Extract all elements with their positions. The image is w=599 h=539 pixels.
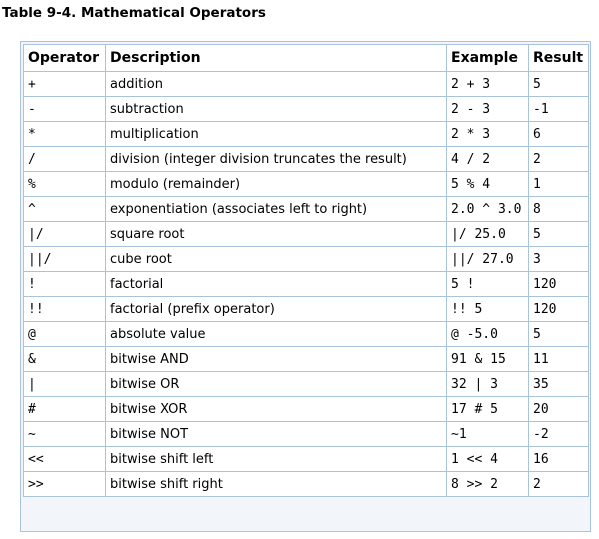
table-header-row <box>24 45 589 72</box>
table-row <box>24 247 589 272</box>
cell-operator: % <box>24 172 106 197</box>
cell-result: 11 <box>529 347 589 372</box>
cell-result: -1 <box>529 97 589 122</box>
cell-operator: @ <box>24 322 106 347</box>
table-row <box>24 397 589 422</box>
cell-description: cube root <box>106 247 447 272</box>
cell-result: 20 <box>529 397 589 422</box>
cell-operator: ^ <box>24 197 106 222</box>
cell-description: bitwise OR <box>106 372 447 397</box>
cell-description: division (integer division truncates the result) <box>106 147 447 172</box>
cell-result: 5 <box>529 222 589 247</box>
cell-description: square root <box>106 222 447 247</box>
cell-result: 5 <box>529 322 589 347</box>
cell-description: factorial (prefix operator) <box>106 297 447 322</box>
cell-example: 2 - 3 <box>447 97 529 122</box>
cell-operator: !! <box>24 297 106 322</box>
table-row <box>24 372 589 397</box>
table-row <box>24 347 589 372</box>
cell-result: -2 <box>529 422 589 447</box>
table-row <box>24 472 589 497</box>
header-result: Result <box>529 45 589 72</box>
cell-result: 6 <box>529 122 589 147</box>
cell-description: modulo (remainder) <box>106 172 447 197</box>
cell-example: 5 % 4 <box>447 172 529 197</box>
cell-operator: + <box>24 72 106 97</box>
cell-description: addition <box>106 72 447 97</box>
cell-example: |/ 25.0 <box>447 222 529 247</box>
cell-operator: & <box>24 347 106 372</box>
table-row <box>24 297 589 322</box>
table-row <box>24 122 589 147</box>
table-row <box>24 97 589 122</box>
cell-description: bitwise NOT <box>106 422 447 447</box>
cell-example: 2 * 3 <box>447 122 529 147</box>
cell-result: 16 <box>529 447 589 472</box>
cell-example: 1 << 4 <box>447 447 529 472</box>
cell-operator: | <box>24 372 106 397</box>
cell-description: absolute value <box>106 322 447 347</box>
table-row <box>24 147 589 172</box>
cell-example: 8 >> 2 <box>447 472 529 497</box>
cell-description: bitwise shift right <box>106 472 447 497</box>
table-row <box>24 172 589 197</box>
cell-example: 32 | 3 <box>447 372 529 397</box>
cell-result: 3 <box>529 247 589 272</box>
cell-operator: ||/ <box>24 247 106 272</box>
cell-result: 8 <box>529 197 589 222</box>
cell-example: @ -5.0 <box>447 322 529 347</box>
table-row <box>24 422 589 447</box>
cell-result: 2 <box>529 472 589 497</box>
cell-example: 4 / 2 <box>447 147 529 172</box>
cell-description: bitwise AND <box>106 347 447 372</box>
cell-description: bitwise XOR <box>106 397 447 422</box>
cell-result: 2 <box>529 147 589 172</box>
cell-description: factorial <box>106 272 447 297</box>
table-row <box>24 447 589 472</box>
cell-result: 120 <box>529 272 589 297</box>
cell-description: subtraction <box>106 97 447 122</box>
table-title: Table 9-4. Mathematical Operators <box>2 5 266 21</box>
cell-example: ~1 <box>447 422 529 447</box>
table-body <box>24 72 589 497</box>
cell-example: 2.0 ^ 3.0 <box>447 197 529 222</box>
cell-result: 5 <box>529 72 589 97</box>
cell-result: 1 <box>529 172 589 197</box>
table-row <box>24 272 589 297</box>
cell-operator: ! <box>24 272 106 297</box>
cell-description: exponentiation (associates left to right) <box>106 197 447 222</box>
cell-operator: * <box>24 122 106 147</box>
header-description: Description <box>106 45 447 72</box>
cell-result: 35 <box>529 372 589 397</box>
cell-result: 120 <box>529 297 589 322</box>
cell-example: 17 # 5 <box>447 397 529 422</box>
table-row <box>24 197 589 222</box>
cell-description: multiplication <box>106 122 447 147</box>
cell-example: 5 ! <box>447 272 529 297</box>
cell-operator: / <box>24 147 106 172</box>
table-row <box>24 222 589 247</box>
cell-operator: ~ <box>24 422 106 447</box>
cell-example: ||/ 27.0 <box>447 247 529 272</box>
cell-operator: << <box>24 447 106 472</box>
cell-example: 2 + 3 <box>447 72 529 97</box>
cell-operator: >> <box>24 472 106 497</box>
cell-operator: # <box>24 397 106 422</box>
cell-description: bitwise shift left <box>106 447 447 472</box>
cell-example: 91 & 15 <box>447 347 529 372</box>
table-row <box>24 322 589 347</box>
header-operator: Operator <box>24 45 106 72</box>
header-example: Example <box>447 45 529 72</box>
cell-operator: - <box>24 97 106 122</box>
operators-table <box>23 44 589 497</box>
table-row <box>24 72 589 97</box>
cell-example: !! 5 <box>447 297 529 322</box>
cell-operator: |/ <box>24 222 106 247</box>
